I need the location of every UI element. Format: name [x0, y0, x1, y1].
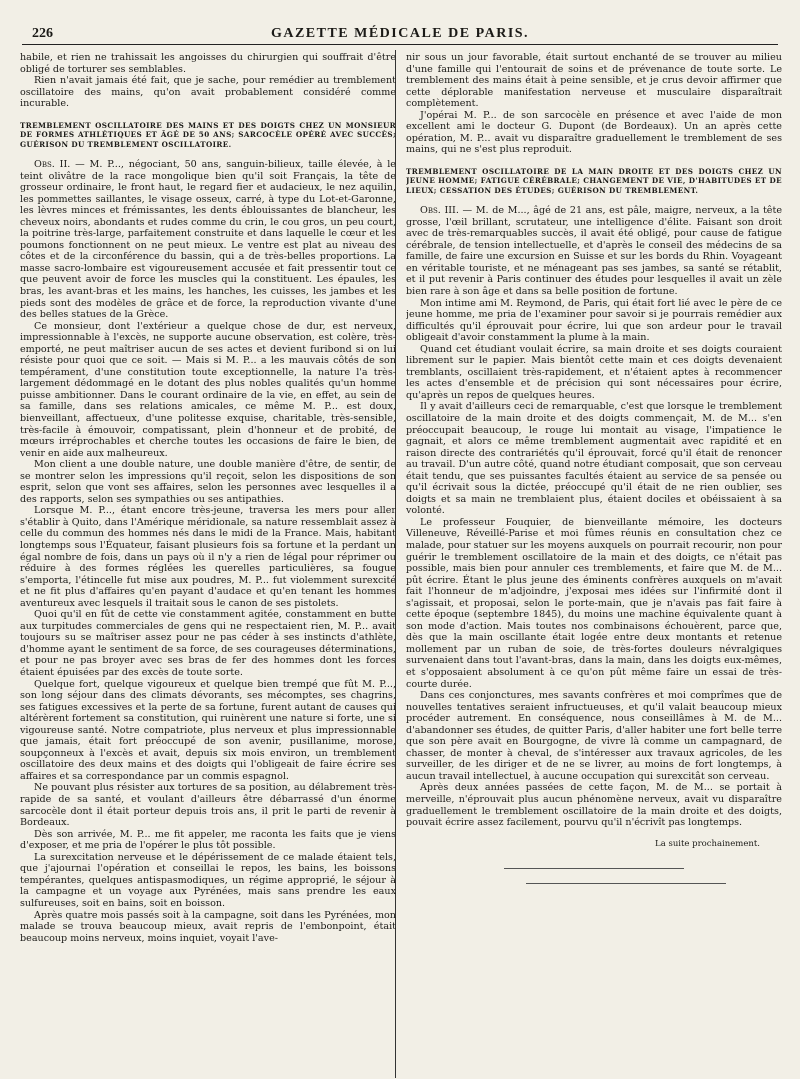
paragraph: habile, et rien ne trahissait les angoisses du chirurgien qui souffrait d'être obligé de torturer ses semblables.: [20, 52, 396, 75]
paragraph: Dans ces conjonctures, mes savants confrères et moi comprîmes que de nouvelles tentatives seraient infructueuses, et qu'il valait beaucoup mieux procéder autrement. En conséquence, nous conseillâmes à M. de M... d'abandonner ses études, de quitter Paris, d'aller habiter une fort belle terre que son père avait en Bourgogne, de vivre là comme un campagnard, de chasser, de monter à cheval, de s'intéresser aux travaux agricoles, de les surveiller, de les diriger et de ne se livrer, au moins de fort longtemps, à aucun travail intellectuel, à aucune occupation qui surexcitât son cerveau.: [406, 690, 782, 782]
observation-text: M. de M..., âgé de 21 ans, est pâle, maigre, nerveux, a la tête grosse, l'œil brillant, scrutateur, une intelligence d'élite. Faisant son droit avec de très-remarquables succès, il avait été obligé, pour cause de fatigue cérébrale, de tension intellectuelle, et d'après le conseil des médecins de sa famille, de faire une excursion en Suisse et sur les bords du Rhin. Voyageant en véritable touriste, et ne ménageant pas ses jambes, sa santé se rétablit, et il put revenir à Paris continuer des études pour lesquelles il avait un zèle bien rare à son âge et dans sa belle position de fortune.: [406, 205, 782, 297]
observation-text: M. P..., négociant, 50 ans, sanguin-bilieux, taille élevée, à le teint olivâtre de la race mongolique bien qu'il soit Français, la tête de grosseur ordinaire, le front haut, le regard fier et audacieux, le nez aquilin, les pommettes saillantes, le visage osseux, carré, à type du Lot-et-Garonne, les lèvres minces et frémissantes, les dents éblouissantes de blancheur, les cheveux noirs, abondants et rudes comme du crin, le cou gros, un peu court, la poitrine très-large, parfaitement construite et dans laquelle le cœur et les poumons fonctionnent on ne peut mieux. Le ventre est plat au niveau des côtes et de la circonférence du bassin, qui a de très-belles proportions. La masse sacro-lombaire est vigoureusement accusée et fait pressentir tout ce que peuvent avoir de force les muscles qui la constituent. Les épaules, les bras, les avant-bras et les mains, les hanches, les cuisses, les jambes et les pieds sont des modèles de grâce et de force, la reproduction vivante d'une des belles statues de la Grèce.: [20, 158, 396, 321]
section-heading: TREMBLEMENT OSCILLATOIRE DES MAINS ET DES DOIGTS CHEZ UN MONSIEUR DE FORMES ATHLÉTIQUES ET ÂGÉ DE 50 ANS; SARCOCÈLE OPÉRÉ AVEC SUCCÈS; GUÉRISON DU TREMBLEMENT OSCILLATOIRE.: [20, 120, 396, 149]
observation-label: Obs. III. —: [420, 205, 473, 217]
journal-title: GAZETTE MÉDICALE DE PARIS.: [270, 26, 530, 41]
continuation-note: La suite prochainement.: [655, 838, 760, 849]
paragraph: Après deux années passées de cette façon, M. de M... se portait à merveille, n'éprouvait plus aucun phénomène nerveux, avait vu disparaître graduellement le tremblement oscillatoire de la main droite et des doigts, pouvait écrire assez facilement, pourvu qu'il n'écrivît pas longtemps.: [406, 782, 782, 829]
paragraph: Quelque fort, quelque vigoureux et quelque bien trempé que fût M. P..., son long séjour dans des climats dévorants, ses mécomptes, ses chagrins, ses fatigues excessives et la perte de sa fortune, furent autant de causes qui altérèrent fortement sa constitution, qui ruinèrent une nature si forte, une si vigoureuse santé. Notre compatriote, plus nerveux et plus impressionnable que jamais, était fort préoccupé de son avenir, pusillanime, morose, soupçonneux à l'excès et avait, depuis six mois environ, un tremblement oscillatoire des deux mains et des doigts qui l'obligeait de faire écrire ses affaires et sa correspondance par un commis espagnol.: [20, 678, 396, 782]
paragraph: J'opérai M. P... de son sarcocèle en présence et avec l'aide de mon excellent ami le docteur G. Dupont (de Bordeaux). Un an après cette opération, M. P... avait vu disparaître graduellement le tremblement de ses mains, qui ne s'est plus reproduit.: [406, 109, 782, 156]
paragraph: Mon intime ami M. Reymond, de Paris, qui était fort lié avec le père de ce jeune homme, me pria de l'examiner pour savoir si je pourrais remédier aux difficultés qu'il éprouvait pour écrire, lui que son ardeur pour le travail obligeait d'avoir constamment la plume à la main.: [406, 297, 782, 344]
paragraph: Il y avait d'ailleurs ceci de remarquable, c'est que lorsque le tremblement oscillatoire de la main droite et des doigts commençait, M. de M... s'en préoccupait beaucoup, le rouge lui montait au visage, l'impatience le gagnait, et alors ce même tremblement augmentait avec rapidité et en raison directe des contrariétés qu'il éprouvait, forcé qu'il était de renoncer au travail. D'un autre côté, quand notre étudiant composait, que son cerveau était tendu, que ses puissantes facultés étaient au service de sa pensée ou qu'il écrivait sous la dictée, préoccupé qu'il était de ne rien oublier, ses doigts et sa main ne tremblaient plus, étaient dociles et obéissaient à sa volonté.: [406, 401, 782, 517]
paragraph: Quand cet étudiant voulait écrire, sa main droite et ses doigts couraient librement sur le papier. Mais bientôt cette main et ces doigts devenaient tremblants, oscillaient très-rapidement, et n'étaient aptes à recommencer les actes d'ensemble et de précision qui sont nécessaires pour écrire, qu'après un repos de quelques heures.: [406, 343, 782, 401]
paragraph: Le professeur Fouquier, de bienveillante mémoire, les docteurs Villeneuve, Réveillé-Parise et moi fûmes réunis en consultation chez ce malade, pour statuer sur les moyens auxquels on pourrait recourir, non pour guérir le tremblement oscillatoire de la main et des doigts, ce n'était pas possible, mais bien pour annuler ces tremblements, et faire que M. de M... pût écrire. Étant le plus jeune des éminents confrères auxquels on m'avait fait l'honneur de m'adjoindre, j'exposai mes idées sur l'infirmité dont il s'agissait, et proposai, selon le porte-main, que je n'avais pas fait faire à cette époque (septembre 1845), du moins une machine équivalente quant à son mode d'action. Mais toutes nos combinaisons échouèrent, parce que, dès que la main oscillante était logée entre deux montants et retenue mollement par un ruban de soie, de très-fortes douleurs névralgiques survenaient dans tout l'avant-bras, dans la main, dans les doigts eux-mêmes, et s'opposaient absolument à ce qu'on pût même faire un essai de très-courte durée.: [406, 516, 782, 690]
paragraph: Lorsque M. P..., étant encore très-jeune, traversa les mers pour aller s'établir à Quito, dans l'Amérique méridionale, sa nature ressemblait assez à celle du commun des hommes nés dans le midi de la France. Mais, habitant longtemps sous l'Équateur, faisant plusieurs fois sa fortune et la perdant un égal nombre de fois, dans un pays où il n'y a rien de légal pour réprimer ou réduire à des formes réglées les querelles particulières, sa fougue s'emporta, l'étincelle fut mise aux poudres, M. P... fut violemment surexcité et ne fit plus d'affaires qu'en payant d'audace et qu'en tenant les hommes aventureux avec lesquels il traitait sous le canon de ses pistolets.: [20, 505, 396, 609]
page-header: [22, 24, 778, 45]
right-column: [406, 52, 782, 1076]
paragraph: Quoi qu'il en fût de cette vie constamment agitée, constamment en butte aux turpitudes commerciales de gens qui ne respectaient rien, M. P... avait toujours su se maîtriser assez pour ne pas céder à ses instincts d'athlète, d'homme ayant le sentiment de sa force, de ses courageuses déterminations, et pour ne pas broyer avec ses bras de fer des hommes dont les forces étaient épuisées par des excès de toute sorte.: [20, 609, 396, 679]
observation-label: Obs. II. —: [34, 158, 85, 170]
paragraph: Ne pouvant plus résister aux tortures de sa position, au délabrement très-rapide de sa santé, et voulant d'ailleurs être débarrassé d'un énorme sarcocèle dont il était porteur depuis trois ans, il prit le parti de revenir à Bordeaux.: [20, 782, 396, 829]
separator-rule: [504, 868, 684, 869]
left-column: [20, 52, 396, 1076]
observation-paragraph: [406, 205, 782, 297]
paragraph: nir sous un jour favorable, était surtout enchanté de se trouver au milieu d'une famille qui l'entourait de soins et de prévenance de toute sorte. Le tremblement des mains était à peine sensible, et je crus devoir affirmer que cette déplorable manifestation nerveuse et musculaire disparaîtrait complètement.: [406, 52, 782, 110]
paragraph: La surexcitation nerveuse et le dépérissement de ce malade étaient tels, que j'ajournai l'opération et conseillai le repos, les bains, les boissons tempérantes, quelques antispasmodiques, un régime approprié, le séjour à la campagne et un voyage aux Pyrénées, mais sans prendre les eaux sulfureuses, soit en bains, soit en boisson.: [20, 851, 396, 909]
section-heading: TREMBLEMENT OSCILLATOIRE DE LA MAIN DROITE ET DES DOIGTS CHEZ UN JEUNE HOMME; FATIGUE CÉRÉBRALE; CHANGEMENT DE VIE, D'HABITUDES ET DE LIEUX; CESSATION DES ÉTUDES; GUÉRISON DU TREMBLEMENT.: [406, 166, 782, 195]
paragraph: Mon client a une double nature, une double manière d'être, de sentir, de se montrer selon les impressions qu'il reçoit, selon les dispositions de son esprit, selon que vont ses affaires, selon les personnes avec lesquelles il a des rapports, selon ses sympathies ou ses antipathies.: [20, 459, 396, 505]
paragraph: Rien n'avait jamais été fait, que je sache, pour remédier au tremblement oscillatoire des mains, qu'on avait probablement considéré comme incurable.: [20, 75, 396, 110]
paragraph: Dès son arrivée, M. P... me fit appeler, me raconta les faits que je viens d'exposer, et me pria de l'opérer le plus tôt possible.: [20, 828, 396, 852]
observation-paragraph: [20, 159, 396, 321]
page-number: 226: [32, 26, 53, 41]
paragraph: Après quatre mois passés soit à la campagne, soit dans les Pyrénées, mon malade se trouva beaucoup mieux, avait repris de l'embonpoint, était beaucoup moins nerveux, moins inquiet, voyait l'ave-: [20, 909, 396, 944]
paragraph: Ce monsieur, dont l'extérieur a quelque chose de dur, est nerveux, impressionnable à l'excès, ne supporte aucune observation, est colère, très-emporté, ne peut maîtriser aucun de ses actes et devient furibond si on lui résiste pour quoi que ce soit. — Mais si M. P... a les mauvais côtés de son tempérament, d'une constitution toute exceptionnelle, la nature l'a très-largement dédommagé en le dotant des plus nobles qualités qu'un homme puisse ambitionner. Dans le courant ordinaire de la vie, en effet, au sein de sa famille, dans ses relations amicales, ce même M. P... est doux, bienveillant, affectueux, d'une politesse exquise, charitable, très-sensible, très-facile à émouvoir, compatissant, plein d'honneur et de probité, de mœurs irréprochables et cherche toutes les occasions de faire le bien, de venir en aide aux malheureux.: [20, 320, 396, 459]
separator-rule: [526, 883, 726, 884]
